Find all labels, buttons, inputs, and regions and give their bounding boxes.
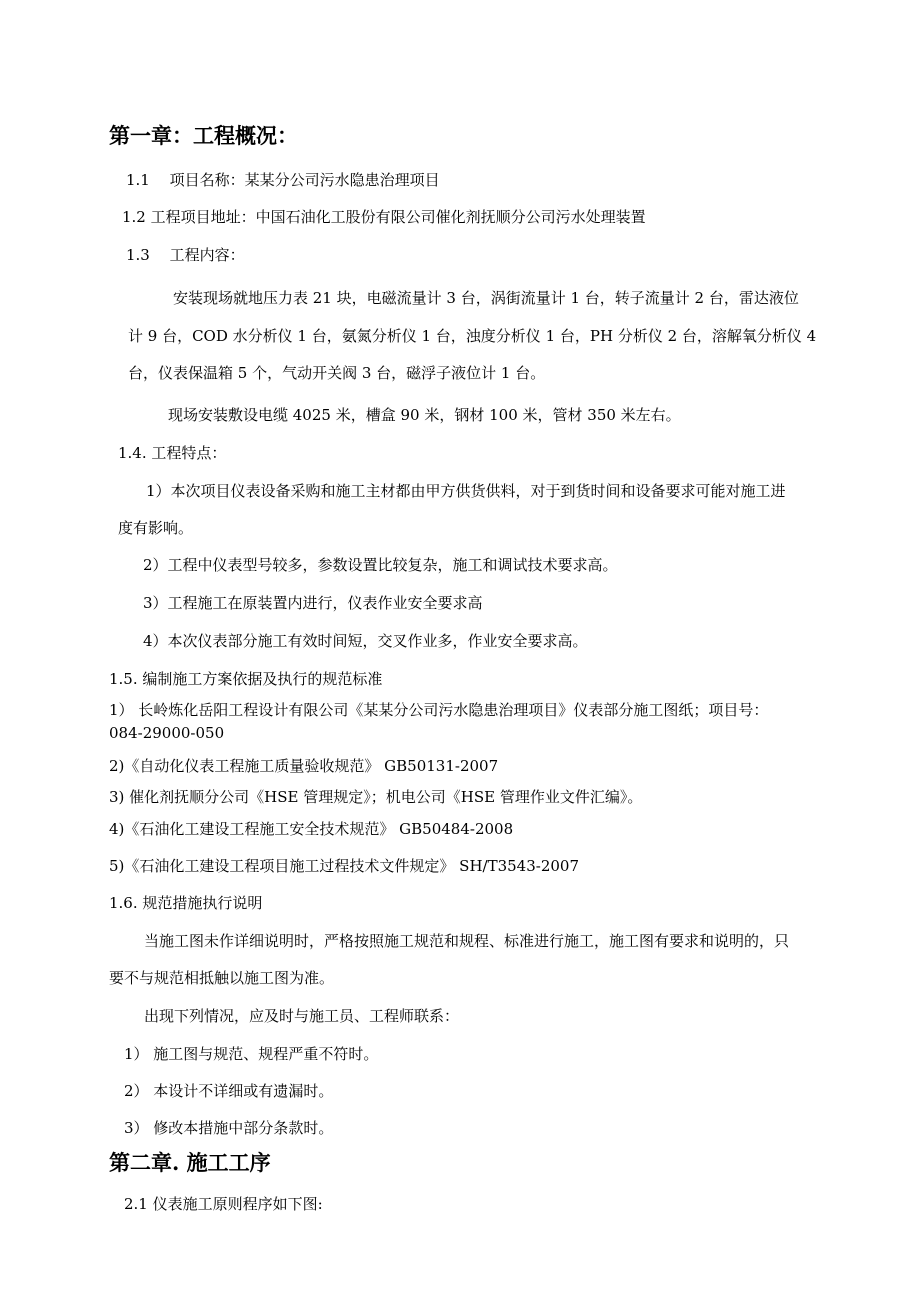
chapter2-title: 第二章. 施工工序: [109, 1150, 271, 1175]
explain-line-1-cont: 要不与规范相抵触以施工图为准。: [109, 969, 335, 987]
content-line-1: 安装现场就地压力表 21 块，电磁流量计 3 台，涡街流量计 1 台，转子流量计 2 台，雷达液位: [173, 289, 799, 307]
section-1-1: 1.1 项目名称：某某分公司污水隐患治理项目: [126, 171, 440, 189]
feature-item-1-cont: 度有影响。: [118, 519, 194, 537]
standard-item-1-cont: 084-29000-050: [109, 724, 225, 742]
section-2-1: 2.1 仪表施工原则程序如下图:: [124, 1195, 323, 1213]
explain-item-1: 1） 施工图与规范、规程严重不符时。: [124, 1045, 379, 1063]
standard-item-3: 3) 催化剂抚顺分公司《HSE 管理规定》；机电公司《HSE 管理作业文件汇编》。: [109, 788, 643, 806]
standard-item-2: 2)《自动化仪表工程施工质量验收规范》 GB50131-2007: [109, 757, 499, 775]
section-1-2: 1.2 工程项目地址：中国石油化工股份有限公司催化剂抚顺分公司污水处理装置: [122, 208, 646, 226]
section-1-4: 1.4. 工程特点：: [118, 444, 227, 462]
section-1-3: 1.3 工程内容：: [126, 246, 245, 264]
explain-item-2: 2） 本设计不详细或有遗漏时。: [124, 1082, 334, 1100]
standard-item-4: 4)《石油化工建设工程施工安全技术规范》 GB50484-2008: [109, 820, 514, 838]
chapter1-title: 第一章：工程概况：: [109, 123, 298, 148]
section-1-5: 1.5. 编制施工方案依据及执行的规范标准: [109, 670, 383, 688]
standard-item-1: 1） 长岭炼化岳阳工程设计有限公司《某某分公司污水隐患治理项目》仪表部分施工图纸；项目号：: [109, 701, 769, 719]
standard-item-5: 5)《石油化工建设工程项目施工过程技术文件规定》 SH/T3543-2007: [109, 857, 579, 875]
section-1-6: 1.6. 规范措施执行说明: [109, 894, 263, 912]
explain-line-2: 出现下列情况，应及时与施工员、工程师联系：: [144, 1007, 460, 1025]
content-line-2: 计 9 台，COD 水分析仪 1 台，氨氮分析仪 1 台，浊度分析仪 1 台，PH 分析仪 2 台，溶解氧分析仪 4: [128, 327, 817, 345]
content-line-3: 台，仪表保温箱 5 个，气动开关阀 3 台，磁浮子液位计 1 台。: [128, 364, 546, 382]
feature-item-1: 1）本次项目仪表设备采购和施工主材都由甲方供货供料，对于到货时间和设备要求可能对施工进: [146, 482, 786, 500]
feature-item-4: 4）本次仪表部分施工有效时间短，交叉作业多，作业安全要求高。: [143, 632, 588, 650]
feature-item-3: 3）工程施工在原装置内进行，仪表作业安全要求高: [143, 594, 483, 612]
feature-item-2: 2）工程中仪表型号较多，参数设置比较复杂，施工和调试技术要求高。: [143, 556, 618, 574]
explain-item-3: 3） 修改本措施中部分条款时。: [124, 1119, 334, 1137]
explain-line-1: 当施工图未作详细说明时，严格按照施工规范和规程、标准进行施工，施工图有要求和说明的，只: [144, 932, 790, 950]
content-paragraph-2: 现场安装敷设电缆 4025 米，槽盒 90 米，钢材 100 米，管材 350 米左右。: [168, 406, 681, 424]
